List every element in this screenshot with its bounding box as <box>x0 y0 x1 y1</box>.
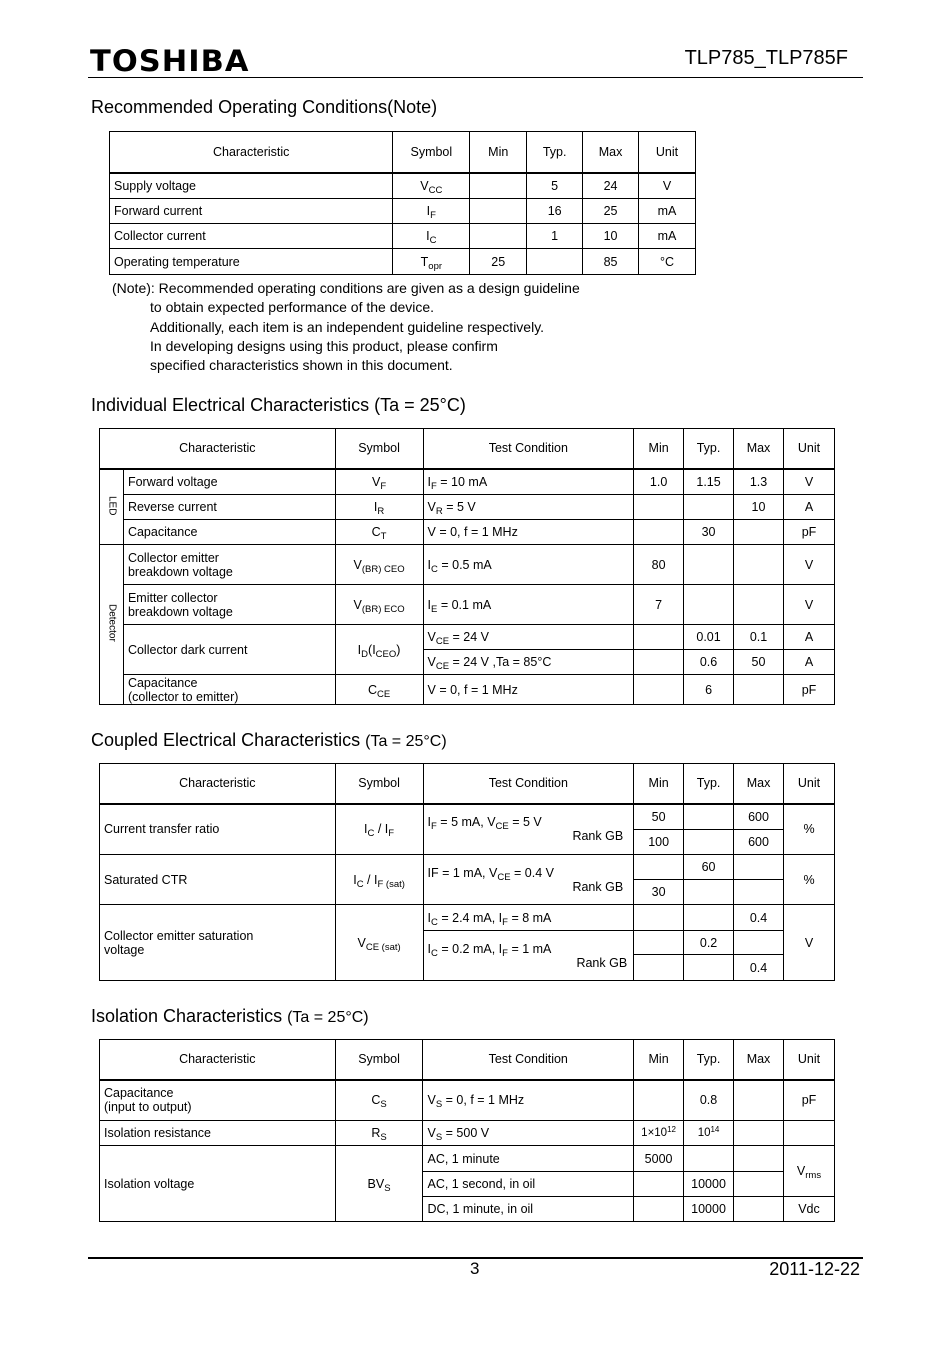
cell <box>634 495 684 520</box>
cell <box>470 224 527 249</box>
cell <box>684 905 734 931</box>
cell: AC, 1 second, in oil <box>423 1172 634 1197</box>
cell: $I_C = 0.5$ mA <box>423 545 634 585</box>
cell <box>783 1121 834 1146</box>
cell: % <box>784 855 835 905</box>
table-row <box>100 495 835 520</box>
cell <box>684 880 734 905</box>
cell: $I_C$ <box>393 224 470 249</box>
cell: 0.2 <box>684 931 734 955</box>
cell: $I_C / I_F$ <box>335 804 423 855</box>
table-row <box>100 520 835 545</box>
cell: $V_{(BR) CEO}$ <box>335 545 423 585</box>
cell: 0.01 <box>684 625 734 650</box>
cell: 0.1 <box>734 625 784 650</box>
cell <box>684 804 734 830</box>
header-cell: Typ. <box>684 429 734 469</box>
cell <box>527 249 583 275</box>
cell <box>684 585 734 625</box>
cell: pF <box>783 675 834 705</box>
page-number: 3 <box>470 1259 480 1278</box>
cell: $V_{CE} = 24$ V ,Ta = 85°C <box>423 650 634 675</box>
table-row <box>100 585 835 625</box>
header-cell: Characteristic <box>100 1040 336 1080</box>
cell: 10 <box>583 224 639 249</box>
cell: $R_S$ <box>335 1121 423 1146</box>
header-rule <box>88 77 863 78</box>
header-cell: Symbol <box>335 429 423 469</box>
header-cell: Symbol <box>335 764 423 804</box>
recommended-title: Recommended Operating Conditions(Note) <box>91 97 438 117</box>
note-line: (Note): Recommended operating conditions are given as a design guideline <box>112 280 580 296</box>
table-row <box>100 855 835 880</box>
cell <box>470 199 527 224</box>
cell: $I_E = 0.1$ mA <box>423 585 634 625</box>
table-header-row <box>100 1040 835 1080</box>
cell: 25 <box>470 249 527 275</box>
cell: 60 <box>684 855 734 880</box>
header-cell: Characteristic <box>100 764 336 804</box>
cell: $I_F = 5$ mA, $V_{CE} = 5$ V Rank GB <box>423 804 634 855</box>
cell: A <box>783 495 834 520</box>
cell: $I_C / I_{F (sat)}$ <box>335 855 423 905</box>
cell: 16 <box>527 199 583 224</box>
recommended-note <box>112 279 580 375</box>
cell <box>634 650 684 675</box>
cell: $V_S = 0$, f = 1 MHz <box>423 1080 634 1121</box>
cell: $10^{14}$ <box>684 1121 734 1146</box>
cell: Reverse current <box>123 495 335 520</box>
cell <box>634 1172 684 1197</box>
cell: 30 <box>684 520 734 545</box>
cell: $V_{(BR) ECO}$ <box>335 585 423 625</box>
cell: pF <box>783 520 834 545</box>
cell: °C <box>639 249 696 275</box>
cell: Operating temperature <box>110 249 393 275</box>
cell: Collector emitter breakdown voltage <box>123 545 335 585</box>
cell: 600 <box>734 804 784 830</box>
table-row <box>100 545 835 585</box>
cell: 50 <box>734 650 784 675</box>
cell: DC, 1 minute, in oil <box>423 1197 634 1222</box>
cell <box>634 1080 684 1121</box>
cell <box>634 855 684 880</box>
cell: V <box>784 905 835 981</box>
coupled-table <box>99 763 835 981</box>
cell: 0.8 <box>684 1080 734 1121</box>
cell: 0.4 <box>734 905 784 931</box>
cell: Forward current <box>110 199 393 224</box>
table-row <box>100 675 835 705</box>
cell: 10000 <box>684 1197 734 1222</box>
isolation-table <box>99 1039 835 1222</box>
header-cell: Max <box>734 429 784 469</box>
cell: Capacitance (collector to emitter) <box>123 675 335 705</box>
table-row <box>100 469 835 495</box>
header-cell: Unit <box>783 429 834 469</box>
cell: mA <box>639 199 696 224</box>
cell: Vdc <box>783 1197 834 1222</box>
cell: % <box>784 804 835 855</box>
cell: Isolation voltage <box>100 1146 336 1222</box>
individual-title: Individual Electrical Characteristics (Ta = 25°C) <box>91 395 466 415</box>
cell: Saturated CTR <box>100 855 336 905</box>
cell: V <box>639 173 696 199</box>
note-line: specified characteristics shown in this document. <box>150 357 453 374</box>
cell <box>734 880 784 905</box>
cell: $C_T$ <box>335 520 423 545</box>
table-row <box>110 173 696 199</box>
cell: Collector dark current <box>123 625 335 675</box>
cell <box>734 855 784 880</box>
cell: $V_R = 5$ V <box>423 495 634 520</box>
cell <box>684 1146 734 1172</box>
cell <box>734 1146 784 1172</box>
cell: 600 <box>734 830 784 855</box>
table-row <box>100 1146 835 1172</box>
cell <box>684 830 734 855</box>
cell <box>634 955 684 981</box>
table-header-row <box>110 132 696 173</box>
cell: Capacitance (input to output) <box>100 1080 336 1121</box>
cell: V <box>783 545 834 585</box>
cell: $I_F = 10$ mA <box>423 469 634 495</box>
header-cell: Min <box>634 1040 684 1080</box>
cell: 10 <box>734 495 784 520</box>
cell <box>734 931 784 955</box>
cell <box>734 1172 784 1197</box>
cell: A <box>783 625 834 650</box>
cell: $I_R$ <box>335 495 423 520</box>
header-cell: Typ. <box>684 1040 734 1080</box>
header-cell: Max <box>583 132 639 173</box>
header-cell: Symbol <box>335 1040 423 1080</box>
cell: Collector current <box>110 224 393 249</box>
cell: 10000 <box>684 1172 734 1197</box>
header-cell: Symbol <box>393 132 470 173</box>
cell: $V_S = 500$ V <box>423 1121 634 1146</box>
cell: pF <box>783 1080 834 1121</box>
header-cell: Test Condition <box>423 429 634 469</box>
header-cell: Min <box>634 764 684 804</box>
cell: $V_F$ <box>335 469 423 495</box>
cell: 5 <box>527 173 583 199</box>
toshiba-logo: TOSHIBA <box>90 44 250 78</box>
note-line: In developing designs using this product, please confirm <box>150 337 498 354</box>
cell: Isolation resistance <box>100 1121 336 1146</box>
cell <box>634 675 684 705</box>
header-cell: Min <box>634 429 684 469</box>
cell <box>734 1080 784 1121</box>
cell: V <box>783 585 834 625</box>
cell: $I_F$ <box>393 199 470 224</box>
cell: $BV_S$ <box>335 1146 423 1222</box>
cell: $I_C = 2.4$ mA, $I_F = 8$ mA <box>423 905 634 931</box>
cell: 1.15 <box>684 469 734 495</box>
cell: Collector emitter saturation voltage <box>100 905 336 981</box>
table-row <box>110 224 696 249</box>
header-cell: Typ. <box>527 132 583 173</box>
document-id: TLP785_TLP785F <box>684 47 848 69</box>
header-cell: Unit <box>639 132 696 173</box>
cell: $1\times 10^{12}$ <box>634 1121 684 1146</box>
cell: mA <box>639 224 696 249</box>
cell <box>734 1197 784 1222</box>
cell <box>684 495 734 520</box>
cell: A <box>783 650 834 675</box>
individual-table <box>99 428 835 705</box>
cell: V = 0, f = 1 MHz <box>423 520 634 545</box>
header-cell: Unit <box>783 1040 834 1080</box>
cell: 6 <box>684 675 734 705</box>
cell: 25 <box>583 199 639 224</box>
cell: $C_{CE}$ <box>335 675 423 705</box>
cell: 80 <box>634 545 684 585</box>
header-cell: Typ. <box>684 764 734 804</box>
document-date: 2011-12-22 <box>769 1259 860 1279</box>
cell <box>470 173 527 199</box>
cell: $V_{CE} = 24$ V <box>423 625 634 650</box>
cell: Forward voltage <box>123 469 335 495</box>
table-row <box>100 1080 835 1121</box>
cell: 7 <box>634 585 684 625</box>
cell: 100 <box>634 830 684 855</box>
header-cell: Characteristic <box>110 132 393 173</box>
header-cell: Unit <box>784 764 835 804</box>
table-row <box>100 1121 835 1146</box>
cell: V <box>783 469 834 495</box>
header-cell: Min <box>470 132 527 173</box>
cell: 24 <box>583 173 639 199</box>
cell: IF = 1 mA, $V_{CE} = 0.4$ V Rank GB <box>423 855 634 905</box>
cell <box>734 520 784 545</box>
note-line: to obtain expected performance of the device. <box>150 299 435 316</box>
header-cell: Max <box>734 1040 784 1080</box>
cell: 1.3 <box>734 469 784 495</box>
header-cell: Test Condition <box>423 1040 634 1080</box>
header-cell: Max <box>734 764 784 804</box>
table-row <box>100 905 835 931</box>
cell: V = 0, f = 1 MHz <box>423 675 634 705</box>
cell: 50 <box>634 804 684 830</box>
table-row <box>110 249 696 275</box>
cell: AC, 1 minute <box>423 1146 634 1172</box>
cell: $V_{CC}$ <box>393 173 470 199</box>
cell: $T_{opr}$ <box>393 249 470 275</box>
cell <box>734 545 784 585</box>
cell <box>734 675 784 705</box>
cell: $C_S$ <box>335 1080 423 1121</box>
table-header-row <box>100 764 835 804</box>
cell: 5000 <box>634 1146 684 1172</box>
table-header-row <box>100 429 835 469</box>
isolation-title: Isolation Characteristics (Ta = 25°C) <box>91 1006 369 1026</box>
cell <box>634 625 684 650</box>
table-row <box>100 625 835 650</box>
cell <box>684 955 734 981</box>
cell <box>634 1197 684 1222</box>
cell <box>634 905 684 931</box>
cell: 30 <box>634 880 684 905</box>
cell: Capacitance <box>123 520 335 545</box>
cell <box>634 931 684 955</box>
cell: Current transfer ratio <box>100 804 336 855</box>
cell: $V_{rms}$ <box>783 1146 834 1197</box>
header-cell: Test Condition <box>423 764 634 804</box>
note-line: Additionally, each item is an independent guideline respectively. <box>150 318 545 335</box>
cell: $I_D(I_{CEO})$ <box>335 625 423 675</box>
detector-group-label: Detector <box>100 545 124 705</box>
cell <box>734 585 784 625</box>
cell <box>684 545 734 585</box>
cell: Emitter collector breakdown voltage <box>123 585 335 625</box>
table-row <box>110 199 696 224</box>
cell: 1 <box>527 224 583 249</box>
cell: Supply voltage <box>110 173 393 199</box>
table-row <box>100 804 835 830</box>
cell: 0.4 <box>734 955 784 981</box>
cell: $I_C = 0.2$ mA, $I_F = 1$ mA Rank GB <box>423 931 634 981</box>
cell: 85 <box>583 249 639 275</box>
led-group-label: LED <box>100 469 124 545</box>
header-cell: Characteristic <box>100 429 336 469</box>
cell <box>634 520 684 545</box>
coupled-title: Coupled Electrical Characteristics (Ta = 25°C) <box>91 730 447 750</box>
cell: 0.6 <box>684 650 734 675</box>
cell: 1.0 <box>634 469 684 495</box>
cell <box>734 1121 784 1146</box>
recommended-table <box>109 131 696 275</box>
cell: $V_{CE (sat)}$ <box>335 905 423 981</box>
